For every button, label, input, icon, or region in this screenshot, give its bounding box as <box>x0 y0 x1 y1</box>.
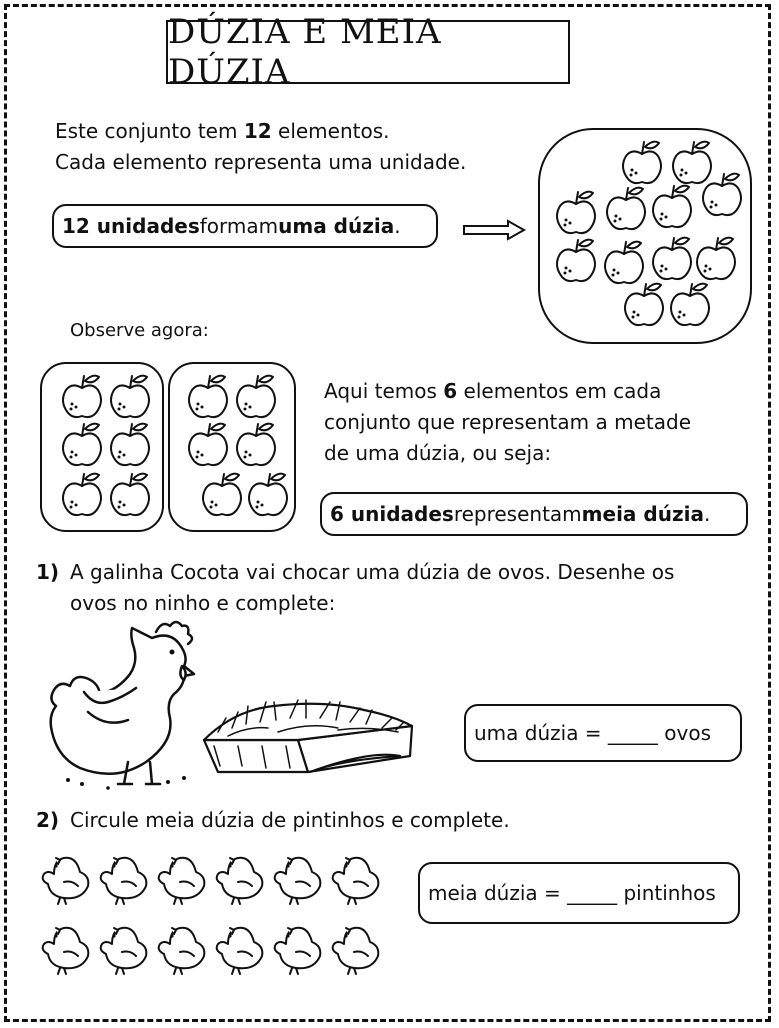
apple-icon <box>108 372 152 420</box>
dozen-apple-set <box>538 128 752 344</box>
half-dozen-set-right <box>168 362 296 532</box>
chick-icon <box>270 918 326 978</box>
meia-text-line-2: conjunto que representam a metade <box>324 410 691 434</box>
question-1-number: 1) <box>36 560 60 584</box>
chick-icon <box>38 848 94 908</box>
apple-icon <box>554 188 598 236</box>
chick-grid <box>38 848 410 980</box>
chick-icon <box>212 848 268 908</box>
intro-line-2: Cada elemento representa uma unidade. <box>55 150 467 174</box>
apple-icon <box>186 420 230 468</box>
hen-icon <box>48 612 208 792</box>
nest-icon <box>198 690 418 780</box>
meia-text-line-1: Aqui temos 6 elementos em cada <box>324 379 662 403</box>
apple-icon <box>234 420 278 468</box>
intro-line-1: Este conjunto tem 12 elementos. <box>55 119 390 143</box>
apple-icon <box>650 234 694 282</box>
chick-icon <box>212 918 268 978</box>
apple-icon <box>700 170 744 218</box>
chick-icon <box>328 848 384 908</box>
observe-label: Observe agora: <box>70 320 209 341</box>
apple-icon <box>246 470 290 518</box>
chick-icon <box>154 848 210 908</box>
apple-icon <box>200 470 244 518</box>
chick-icon <box>328 918 384 978</box>
question-2-text: Circule meia dúzia de pintinhos e complete. <box>70 808 510 832</box>
meia-duzia-definition-box: 6 unidades representam meia dúzia . <box>320 492 748 536</box>
apple-icon <box>60 420 104 468</box>
chick-icon <box>154 918 210 978</box>
apple-icon <box>602 238 646 286</box>
question-1-answer-box: uma dúzia = _____ ovos <box>464 704 742 762</box>
half-dozen-set-left <box>40 362 164 532</box>
apple-icon <box>108 420 152 468</box>
question-2 <box>36 805 510 836</box>
apple-icon <box>554 236 598 284</box>
apple-icon <box>60 470 104 518</box>
apple-icon <box>620 138 664 186</box>
chick-icon <box>96 918 152 978</box>
apple-icon <box>108 470 152 518</box>
arrow-right-icon <box>462 220 526 240</box>
meia-text-line-3: de uma dúzia, ou seja: <box>324 441 552 465</box>
question-1-line-1: A galinha Cocota vai chocar uma dúzia de ovos. Desenhe os <box>70 560 675 584</box>
question-1 <box>36 557 756 588</box>
apple-icon <box>60 372 104 420</box>
apple-icon <box>622 280 666 328</box>
apple-icon <box>186 372 230 420</box>
question-1-line-2: ovos no ninho e complete: <box>70 591 336 615</box>
chick-icon <box>270 848 326 908</box>
chick-icon <box>96 848 152 908</box>
apple-icon <box>650 182 694 230</box>
question-2-answer-box: meia dúzia = _____ pintinhos <box>418 862 740 924</box>
apple-icon <box>604 184 648 232</box>
page-title: DÚZIA E MEIA DÚZIA <box>166 20 570 84</box>
duzia-definition-box: 12 unidades formam uma dúzia . <box>52 204 438 248</box>
apple-icon <box>234 372 278 420</box>
apple-icon <box>694 234 738 282</box>
chick-icon <box>38 918 94 978</box>
apple-icon <box>668 280 712 328</box>
question-2-number: 2) <box>36 808 60 832</box>
